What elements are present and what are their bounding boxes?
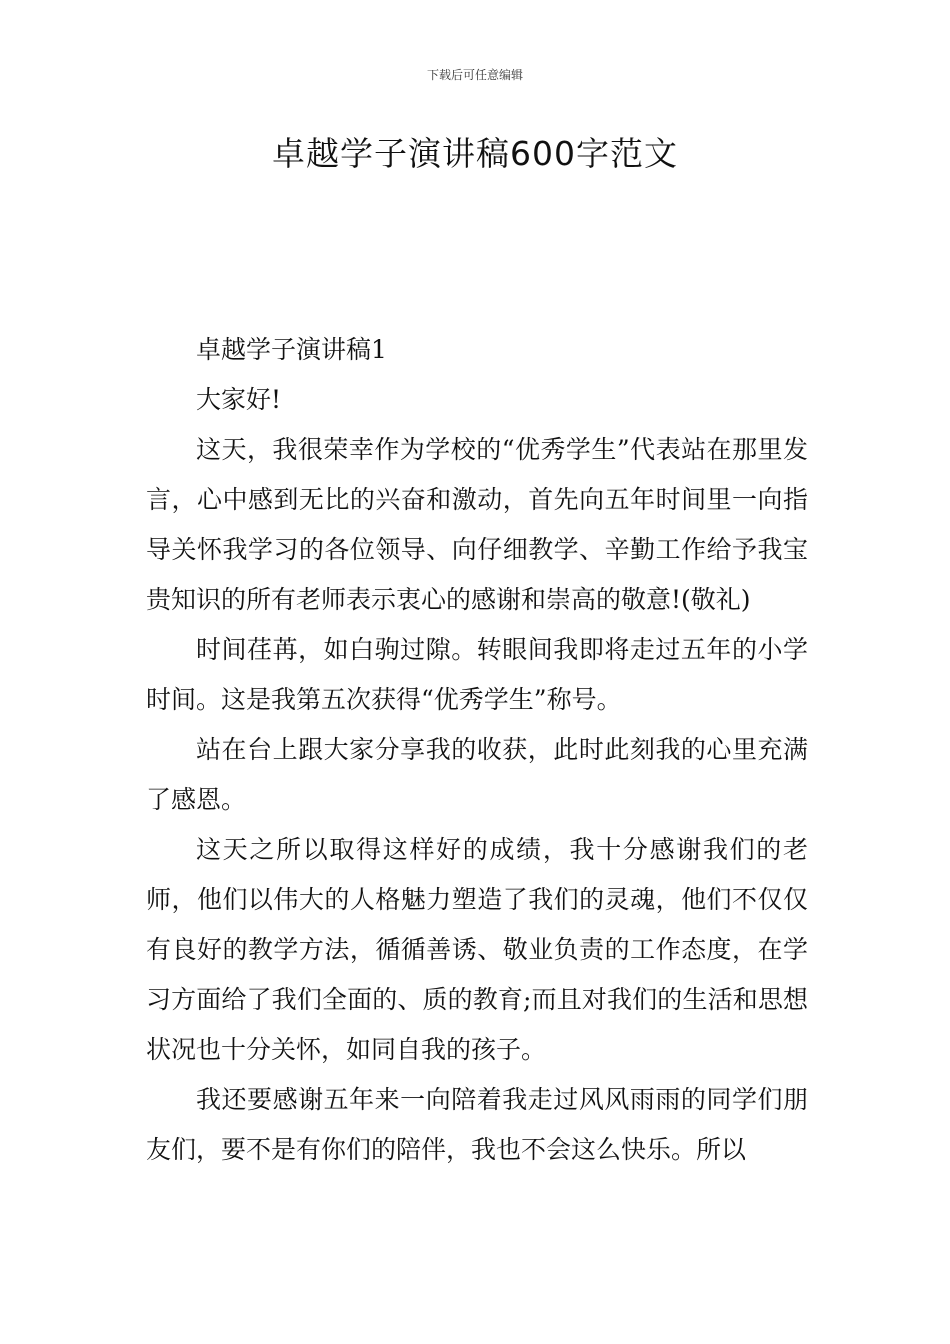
- header-note: 下载后可任意编辑: [426, 68, 523, 82]
- paragraph: 卓越学子演讲稿1: [196, 335, 387, 364]
- document-body: [146, 325, 808, 1175]
- paragraph: 大家好!: [196, 385, 282, 414]
- paragraph: 这天之所以取得这样好的成绩，我十分感谢我们的老师，他们以伟大的人格魅力塑造了我们的灵魂，他们不仅仅有良好的教学方法，循循善诱、敬业负责的工作态度，在学习方面给了我们全面的、质的教育;而且对我们的生活和思想状况也十分关怀，如同自我的孩子。: [146, 835, 808, 1064]
- paragraph: 时间荏苒，如白驹过隙。转眼间我即将走过五年的小学时间。这是我第五次获得“优秀学生”称号。: [146, 635, 808, 714]
- document-title: 卓越学子演讲稿600字范文: [272, 134, 678, 173]
- paragraph: 这天，我很荣幸作为学校的“优秀学生”代表站在那里发言，心中感到无比的兴奋和激动，首先向五年时间里一向指导关怀我学习的各位领导、向仔细教学、辛勤工作给予我宝贵知识的所有老师表示衷心的感谢和崇高的敬意!(敬礼): [146, 435, 808, 614]
- paragraph: 站在台上跟大家分享我的收获，此时此刻我的心里充满了感恩。: [146, 735, 808, 814]
- paragraph: 我还要感谢五年来一向陪着我走过风风雨雨的同学们朋友们，要不是有你们的陪伴，我也不会这么快乐。所以: [146, 1085, 808, 1164]
